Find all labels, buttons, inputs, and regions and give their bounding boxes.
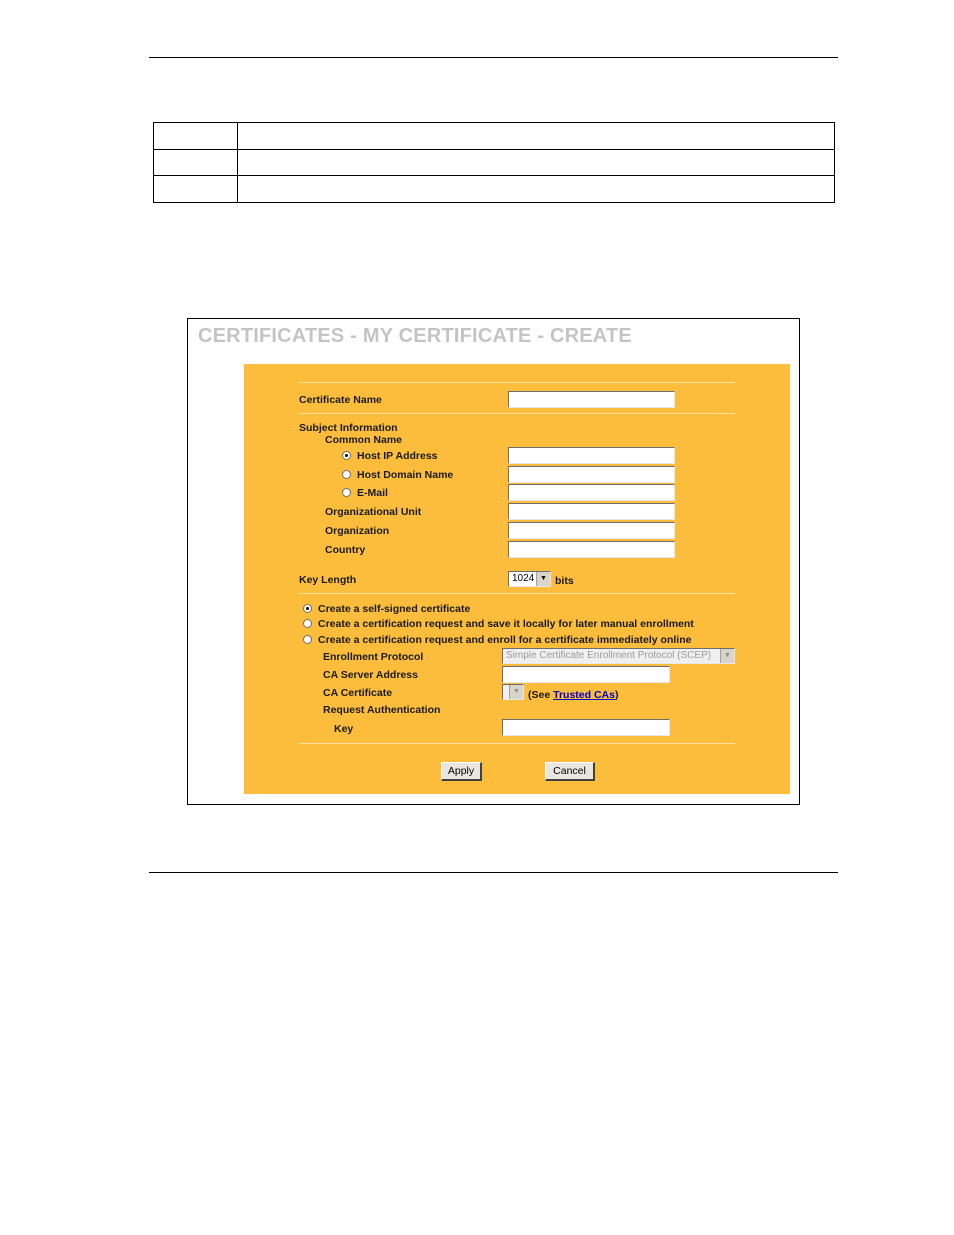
- certificate-name-input[interactable]: [508, 391, 675, 408]
- organization-label: Organization: [325, 525, 390, 537]
- chevron-down-icon[interactable]: ▼: [720, 649, 734, 663]
- country-label: Country: [325, 544, 366, 556]
- country-input[interactable]: [508, 541, 675, 558]
- self-signed-radio[interactable]: [303, 604, 312, 613]
- enrollment-protocol-label: Enrollment Protocol: [323, 651, 424, 663]
- form-panel: [244, 364, 790, 794]
- request-save-label: Create a certification request and save it locally for later manual enrollment: [318, 618, 694, 630]
- table-row: [154, 123, 835, 150]
- footer-rule: [149, 872, 838, 873]
- divider: [299, 382, 735, 383]
- ca-server-address-label: CA Server Address: [323, 669, 418, 681]
- key-input[interactable]: [502, 719, 670, 736]
- organizational-unit-label: Organizational Unit: [325, 506, 422, 518]
- email-label: E-Mail: [357, 487, 388, 499]
- key-length-label: Key Length: [299, 574, 357, 586]
- apply-button[interactable]: Apply: [441, 762, 482, 781]
- request-save-radio[interactable]: [303, 619, 312, 628]
- see-prefix: (See: [528, 689, 554, 701]
- divider: [299, 593, 735, 594]
- enrollment-protocol-value: Simple Certificate Enrollment Protocol (SCEP): [506, 650, 712, 661]
- table-row: [154, 149, 835, 176]
- host-domain-label: Host Domain Name: [357, 469, 454, 481]
- request-enroll-label: Create a certification request and enroll for a certificate immediately online: [318, 634, 692, 646]
- email-input[interactable]: [508, 484, 675, 501]
- screenshot-frame: [187, 318, 800, 805]
- host-ip-input[interactable]: [508, 447, 675, 464]
- request-enroll-radio[interactable]: [303, 635, 312, 644]
- request-authentication-label: Request Authentication: [323, 704, 441, 716]
- ca-server-address-input[interactable]: [502, 666, 670, 683]
- chevron-down-icon[interactable]: ▼: [509, 685, 523, 699]
- see-suffix: ): [614, 689, 619, 701]
- subject-information-label: Subject Information: [299, 422, 398, 434]
- host-ip-label: Host IP Address: [357, 450, 438, 462]
- enrollment-protocol-select[interactable]: [502, 648, 735, 664]
- trusted-cas-hint: [528, 689, 618, 701]
- host-domain-radio[interactable]: [342, 470, 351, 479]
- key-length-unit: bits: [555, 575, 574, 587]
- trusted-cas-link[interactable]: Trusted CAs: [553, 689, 615, 701]
- page-title: CERTIFICATES - MY CERTIFICATE - CREATE: [198, 325, 632, 347]
- divider: [299, 743, 735, 744]
- header-rule: [149, 57, 838, 58]
- email-radio[interactable]: [342, 488, 351, 497]
- host-ip-radio[interactable]: [342, 451, 351, 460]
- document-table: [153, 122, 835, 203]
- table-row: [154, 176, 835, 203]
- key-label: Key: [334, 723, 354, 735]
- self-signed-label: Create a self-signed certificate: [318, 603, 471, 615]
- key-length-select[interactable]: [508, 571, 551, 587]
- key-length-value: 1024: [512, 573, 535, 584]
- organizational-unit-input[interactable]: [508, 503, 675, 520]
- host-domain-input[interactable]: [508, 466, 675, 483]
- ca-certificate-select[interactable]: [502, 684, 524, 700]
- divider: [299, 413, 735, 414]
- chevron-down-icon[interactable]: ▼: [536, 572, 550, 586]
- certificate-name-label: Certificate Name: [299, 394, 382, 406]
- organization-input[interactable]: [508, 522, 675, 539]
- common-name-label: Common Name: [325, 434, 403, 446]
- ca-certificate-label: CA Certificate: [323, 687, 393, 699]
- cancel-button[interactable]: Cancel: [545, 762, 595, 781]
